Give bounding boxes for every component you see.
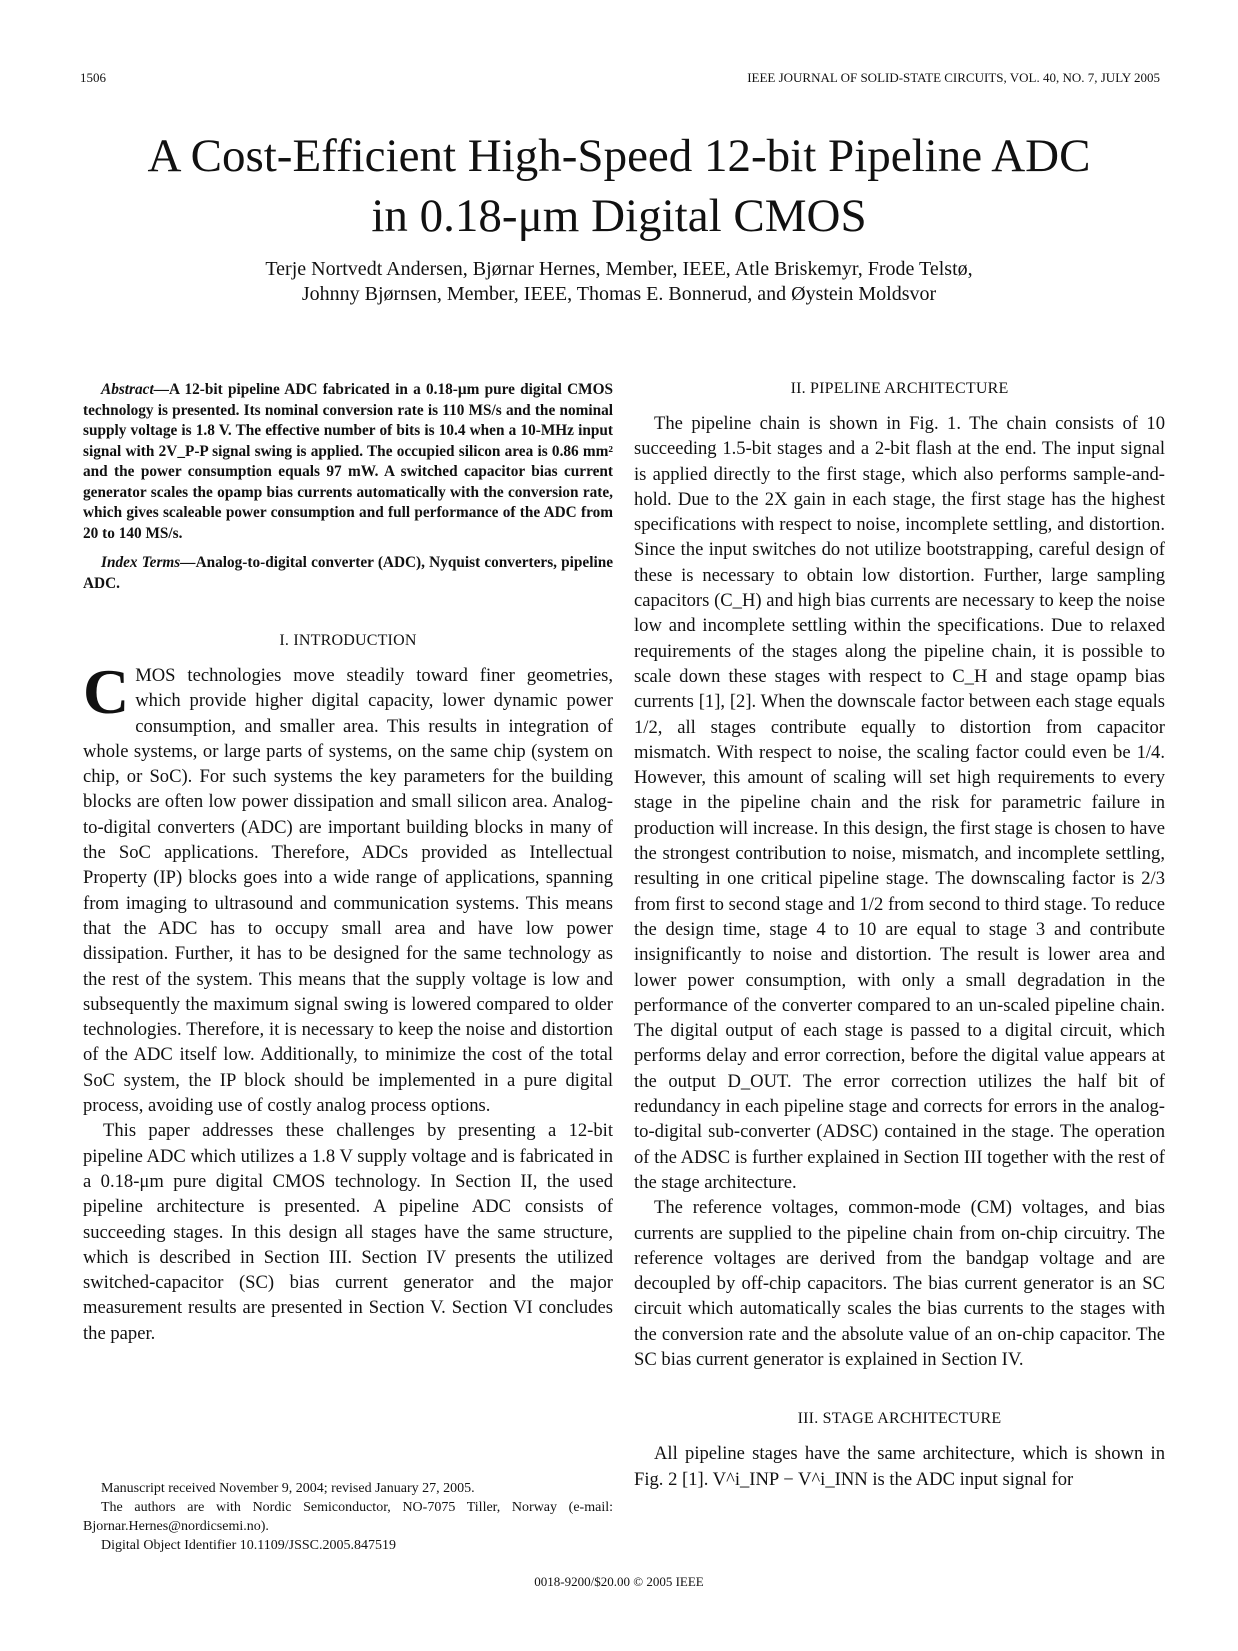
abstract [83,380,613,544]
abstract-text: A 12-bit pipeline ADC fabricated in a 0.18-μm pure digital CMOS technology is presented. Its nominal conversion rate is 110 MS/s and the nominal supply voltage is 1.8 V. The effective number of bits is 10.4 when a 10-MHz input signal with 2V_P-P signal swing is applied. The occupied silicon area is 0.86 mm² and the power consumption equals 97 mW. A switched capacitor bias current generator scales the opamp bias currents automatically with the conversion rate, which gives scaleable power consumption and full performance of the ADC from 20 to 140 MS/s. [83,381,613,542]
title-line-1: A Cost-Efficient High-Speed 12-bit Pipeline ADC [147,130,1091,182]
section-heading-introduction: I. INTRODUCTION [279,632,417,649]
stage-paragraph-1: All pipeline stages have the same architecture, which is shown in Fig. 2 [1]. V^i_INP − V^i_INN is the ADC input signal for [634,1443,1165,1490]
authors-line-1: Terje Nortvedt Andersen, Bjørnar Hernes, Member, IEEE, Atle Briskemyr, Frode Telstø, [265,258,973,280]
journal-header: IEEE JOURNAL OF SOLID-STATE CIRCUITS, VOL. 40, NO. 7, JULY 2005 [747,70,1160,85]
right-column [634,380,1165,1492]
section-heading-stage: III. STAGE ARCHITECTURE [797,1410,1002,1428]
authors-line-2: Johnny Bjørnsen, Member, IEEE, Thomas E. Bonnerud, and Øystein Moldsvor [301,283,937,305]
intro-paragraph-2: This paper addresses these challenges by presenting a 12-bit pipeline ADC which utilizes a 1.8 V supply voltage and is fabricated in a 0.18-μm pure digital CMOS technology. In Section II, the used pipeline architecture is presented. A pipeline ADC consists of succeeding stages. In this design all stages have the same structure, which is described in Section III. Section IV presents the utilized switched-capacitor (SC) bias current generator and the major measurement results are presented in Section V. Section VI concludes the paper. [83,1120,613,1344]
footnote-affiliation: The authors are with Nordic Semiconductor, NO-7075 Tiller, Norway (e-mail: Bjornar.Hernes@nordicsemi.no). [83,1500,613,1534]
paper-title [0,126,1238,246]
footnotes [83,1479,613,1555]
author-list [0,257,1238,307]
copyright-line: 0018-9200/$20.00 © 2005 IEEE [534,1574,704,1589]
title-line-2: in 0.18-μm Digital CMOS [371,190,867,242]
section-heading-pipeline: II. PIPELINE ARCHITECTURE [790,380,1009,397]
intro-paragraph-1 [83,656,613,1118]
pipeline-paragraph-2: The reference voltages, common-mode (CM) voltages, and bias currents are supplied to the pipeline chain from on-chip circuitry. The reference voltages are derived from the bandgap voltage and are decoupled by off-chip capacitors. The bias current generator is an SC circuit which automatically scales the bias currents to the stages with the conversion rate and the absolute value of an on-chip capacitor. The SC bias current generator is explained in Section IV. [634,1197,1165,1370]
index-terms-lead: Index Terms— [101,554,196,571]
footnote-received: Manuscript received November 9, 2004; revised January 27, 2005. [101,1481,475,1496]
drop-cap: C [83,656,130,727]
index-terms [83,553,613,594]
footnote-doi: Digital Object Identifier 10.1109/JSSC.2005.847519 [101,1538,397,1553]
pipeline-paragraph-1: The pipeline chain is shown in Fig. 1. The chain consists of 10 succeeding 1.5-bit stages and a 2-bit flash at the end. The input signal is applied directly to the first stage, which also performs sample-and-hold. Due to the 2X gain in each stage, the first stage has the highest specifications with respect to noise, incomplete settling, and distortion. Since the input switches do not utilize bootstrapping, careful design of these is necessary to obtain low distortion. Further, large sampling capacitors (C_H) and high bias currents are necessary to keep the noise low and incomplete settling within the specifications. Due to relaxed requirements of the stages along the pipeline chain, it is possible to scale down these stages with respect to C_H and stage opamp bias currents [1], [2]. When the downscale factor between each stage equals 1/2, all stages contribute equally to distortion from capacitor mismatch. With respect to noise, the scaling factor could even be 1/4. However, this amount of scaling will set high requirements to every stage in the pipeline chain and the risk for parametric failure in production will increase. In this design, the first stage is chosen to have the strongest contribution to noise, mismatch, and incomplete settling, resulting in one critical pipeline stage. The downscaling factor is 2/3 from first to second stage and 1/2 from second to third stage. To reduce the design time, stage 4 to 10 are equal to stage 3 and contribute insignificantly to noise and distortion. The result is lower area and lower power consumption, with only a small degradation in the performance of the converter compared to an un-scaled pipeline chain. The digital output of each stage is passed to a digital circuit, which performs delay and error correction, before the digital value appears at the output D_OUT. The error correction utilizes the half bit of redundancy in each pipeline stage and corrects for errors in the analog-to-digital sub-converter (ADSC) contained in the stage. The operation of the ADSC is further explained in Section III together with the rest of the stage architecture. [634,413,1165,1193]
page-number: 1506 [80,70,106,85]
left-column [83,380,613,1346]
abstract-lead: Abstract— [101,381,169,398]
intro-paragraph-1-text: MOS technologies move steadily toward finer geometries, which provide higher digital capacity, lower dynamic power consumption, and smaller area. This results in integration of whole systems, or large parts of systems, on the same chip (system on chip, or SoC). For such systems the key parameters for the building blocks are often low power dissipation and small silicon area. Analog-to-digital converters (ADC) are important building blocks in many of the SoC applications. Therefore, ADCs provided as Intellectual Property (IP) blocks goes into a wide range of applications, spanning from imaging to ultrasound and communication systems. This means that the ADC has to occupy small area and have low power dissipation. Further, it has to be designed for the same technology as the rest of the system. This means that the supply voltage is low and subsequently the maximum signal swing is lowered compared to older technologies. Therefore, it is necessary to keep the noise and distortion of the ADC itself low. Additionally, to minimize the cost of the total SoC system, the IP block should be implemented in a pure digital process, avoiding use of costly analog process options. [83,665,613,1117]
index-terms-text: Analog-to-digital converter (ADC), Nyquist converters, pipeline ADC. [83,554,613,592]
